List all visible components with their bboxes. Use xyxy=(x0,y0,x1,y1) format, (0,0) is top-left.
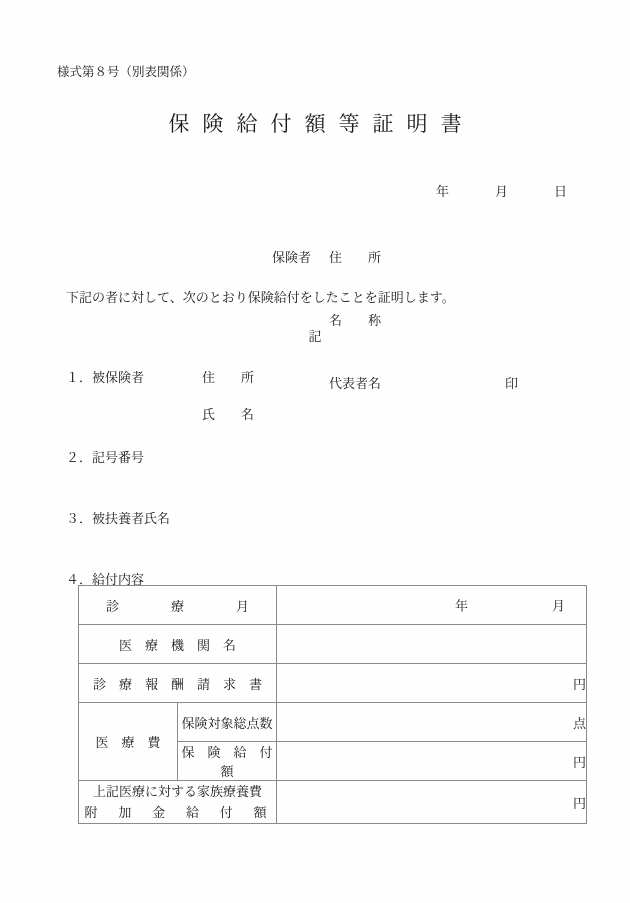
table-row xyxy=(79,664,587,703)
table-row xyxy=(79,781,587,824)
row-benefit-amount-sublabel: 保 険 給 付 額 xyxy=(178,742,277,781)
insurer-address-label: 住 所 xyxy=(329,250,382,265)
table-row xyxy=(79,625,587,664)
family-allowance-line2: 附 加 金 給 付 額 xyxy=(84,805,271,820)
benefit-amount-unit: 円 xyxy=(572,754,586,770)
treatment-month-label: 月 xyxy=(552,598,566,614)
row-medical-expense-label: 医 療 費 xyxy=(79,703,178,781)
row-institution-label: 医 療 機 関 名 xyxy=(79,625,277,664)
insurer-name-label: 名 称 xyxy=(329,313,382,328)
row-benefit-amount-value[interactable] xyxy=(277,742,587,781)
table-row xyxy=(79,586,587,625)
date-month-label: 月 xyxy=(494,184,508,199)
row-family-allowance-value[interactable] xyxy=(277,781,587,824)
treatment-year-label: 年 xyxy=(455,598,469,614)
table-row xyxy=(79,703,587,742)
item-4-number: ４．給付内容 xyxy=(66,572,145,587)
row-family-allowance-label xyxy=(79,781,277,824)
family-allowance-unit: 円 xyxy=(572,795,586,811)
row-treatment-month-value[interactable] xyxy=(277,586,587,625)
insurer-representative-row xyxy=(272,373,519,394)
row-institution-value[interactable] xyxy=(277,625,587,664)
claim-statement-unit: 円 xyxy=(572,676,586,692)
item-3-number: ３．被扶養者氏名 xyxy=(66,511,171,526)
seal-mark: 印 xyxy=(505,376,519,391)
item-1-address-label: 住 所 xyxy=(202,370,255,385)
item-1-number: １．被保険者 xyxy=(66,370,145,385)
item-2-number: ２．記号番号 xyxy=(66,450,145,465)
date-year-label: 年 xyxy=(435,184,449,199)
form-number: 様式第８号（別表関係） xyxy=(57,65,195,79)
ki-marker: 記 xyxy=(308,329,322,344)
insurer-address-row xyxy=(272,247,382,268)
page-title: 保険給付額等証明書 xyxy=(168,112,475,136)
benefit-details-table xyxy=(78,585,587,824)
insurer-block xyxy=(272,205,519,436)
row-claim-statement-label: 診 療 報 酬 請 求 書 xyxy=(79,664,277,703)
row-total-points-sublabel: 保険対象総点数 xyxy=(178,703,277,742)
insurer-heading: 保険者 xyxy=(272,250,312,265)
insurer-representative-label: 代表者名 xyxy=(329,376,382,391)
item-symbol-number xyxy=(66,447,145,495)
row-treatment-month-label: 診 療 月 xyxy=(79,586,277,625)
row-claim-statement-value[interactable] xyxy=(277,664,587,703)
family-allowance-line1: 上記医療に対する家族療養費 xyxy=(92,784,262,799)
item-1-name-label: 氏 名 xyxy=(202,407,255,422)
date-day-label: 日 xyxy=(553,184,567,199)
total-points-unit: 点 xyxy=(572,715,586,731)
row-total-points-value[interactable] xyxy=(277,703,587,742)
item-dependent-name xyxy=(66,508,171,556)
certification-statement: 下記の者に対して、次のとおり保険給付をしたことを証明します。 xyxy=(66,290,455,305)
item-insured-person-name xyxy=(66,404,255,452)
